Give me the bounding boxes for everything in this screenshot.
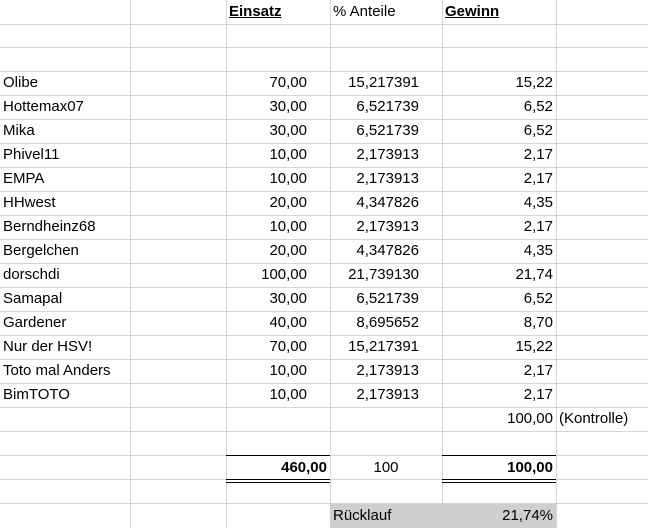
row-gewinn[interactable]: 21,74 [515,266,553,283]
row-anteil[interactable]: 6,521739 [356,290,419,307]
row-einsatz[interactable]: 10,00 [269,170,307,187]
row-anteil[interactable]: 15,217391 [348,338,419,355]
row-anteil[interactable]: 6,521739 [356,122,419,139]
row-name[interactable]: Mika [3,122,35,139]
total-double-border [442,482,556,483]
grid-row-line [0,47,648,48]
row-einsatz[interactable]: 70,00 [269,74,307,91]
row-name[interactable]: Toto mal Anders [3,362,111,379]
header-anteile[interactable]: % Anteile [333,3,396,20]
total-double-border [226,479,330,480]
total-double-border [442,479,556,480]
grid-column-line [130,0,131,528]
row-name[interactable]: dorschdi [3,266,60,283]
ruecklauf-label[interactable]: Rücklauf [333,507,392,524]
header-einsatz[interactable]: Einsatz [229,3,282,20]
row-einsatz[interactable]: 30,00 [269,98,307,115]
row-gewinn[interactable]: 6,52 [523,122,553,139]
row-gewinn[interactable]: 2,17 [523,386,553,403]
total-anteile[interactable]: 100 [373,459,399,476]
row-anteil[interactable]: 4,347826 [356,194,419,211]
total-einsatz[interactable]: 460,00 [281,459,327,476]
row-name[interactable]: Phivel11 [3,146,60,163]
row-name[interactable]: Nur der HSV! [3,338,93,355]
row-name[interactable]: BimTOTO [3,386,70,403]
row-gewinn[interactable]: 2,17 [523,146,553,163]
row-name[interactable]: Olibe [3,74,39,91]
row-einsatz[interactable]: 10,00 [269,362,307,379]
row-anteil[interactable]: 21,739130 [348,266,419,283]
row-einsatz[interactable]: 20,00 [269,194,307,211]
row-gewinn[interactable]: 15,22 [515,74,553,91]
kontrolle-label[interactable]: (Kontrolle) [559,410,629,427]
row-anteil[interactable]: 2,173913 [356,362,419,379]
row-gewinn[interactable]: 6,52 [523,290,553,307]
row-anteil[interactable]: 2,173913 [356,386,419,403]
row-einsatz[interactable]: 100,00 [261,266,307,283]
row-anteil[interactable]: 2,173913 [356,218,419,235]
row-einsatz[interactable]: 40,00 [269,314,307,331]
grid-column-line [556,0,557,528]
header-gewinn[interactable]: Gewinn [445,3,500,20]
row-gewinn[interactable]: 4,35 [523,194,553,211]
grid-row-line [0,431,648,432]
row-name[interactable]: Samapal [3,290,63,307]
total-double-border [226,482,330,483]
row-anteil[interactable]: 2,173913 [356,170,419,187]
row-anteil[interactable]: 4,347826 [356,242,419,259]
row-einsatz[interactable]: 10,00 [269,146,307,163]
row-anteil[interactable]: 8,695652 [356,314,419,331]
total-gewinn[interactable]: 100,00 [507,459,553,476]
row-gewinn[interactable]: 6,52 [523,98,553,115]
ruecklauf-value[interactable]: 21,74% [502,507,553,524]
row-anteil[interactable]: 15,217391 [348,74,419,91]
row-einsatz[interactable]: 10,00 [269,218,307,235]
row-name[interactable]: HHwest [3,194,56,211]
row-einsatz[interactable]: 10,00 [269,386,307,403]
row-anteil[interactable]: 2,173913 [356,146,419,163]
row-name[interactable]: Hottemax07 [3,98,84,115]
row-name[interactable]: Gardener [3,314,67,331]
row-einsatz[interactable]: 30,00 [269,290,307,307]
row-gewinn[interactable]: 2,17 [523,362,553,379]
row-anteil[interactable]: 6,521739 [356,98,419,115]
row-name[interactable]: Bergelchen [3,242,79,259]
row-gewinn[interactable]: 15,22 [515,338,553,355]
row-name[interactable]: Berndheinz68 [3,218,96,235]
row-gewinn[interactable]: 4,35 [523,242,553,259]
row-name[interactable]: EMPA [3,170,45,187]
row-gewinn[interactable]: 2,17 [523,170,553,187]
row-einsatz[interactable]: 20,00 [269,242,307,259]
row-einsatz[interactable]: 30,00 [269,122,307,139]
grid-row-line [0,24,648,25]
row-einsatz[interactable]: 70,00 [269,338,307,355]
row-gewinn[interactable]: 2,17 [523,218,553,235]
row-gewinn[interactable]: 8,70 [523,314,553,331]
kontrolle-value[interactable]: 100,00 [507,410,553,427]
